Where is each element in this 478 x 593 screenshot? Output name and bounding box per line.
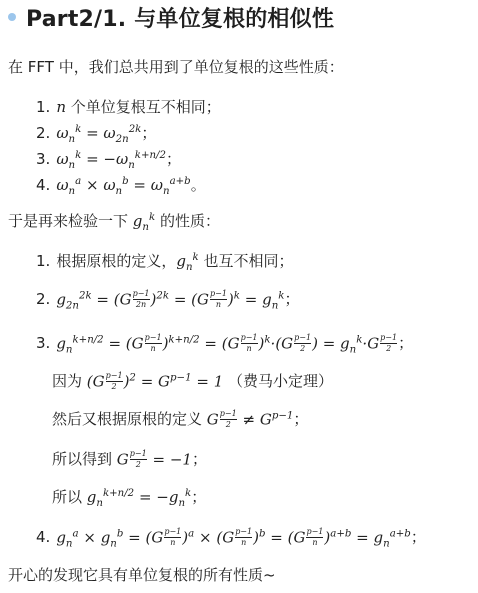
check-paragraph: 于是再来检验一下 $g_n^k$ 的性质：	[8, 212, 220, 233]
fermat-line: 因为 (G $\frac{p-1}{2}$ )$^2 = G^{p-1} = 1$ （费马小定理）	[52, 370, 334, 391]
outro-paragraph: 开心的发现它具有单位复根的所有性质~	[8, 566, 276, 584]
bullet-icon	[8, 13, 16, 21]
omega-property-2: 2. $\omega_n^k = \omega_{2n}^{2k}$ ；	[36, 124, 157, 145]
omega-formula-2: $\omega_n^k = \omega_{2n}^{2k}$	[56, 124, 142, 145]
section-title: Part2/1. 与单位复根的相似性	[26, 6, 335, 32]
omega-property-1: 1. n 个单位复根互不相同；	[36, 98, 221, 116]
g-property-2: 2. $g_{2n}^{2k} = (G$ $\frac{p-1}{2n}$ )$^{2k}$ = (G $\frac{p-1}{n}$ )$^k = g_n^k$ ；	[36, 288, 300, 311]
g-formula-4: $g_n^a \times g_n^b = (G$ $\frac{p-1}{n}$ )$^a$ × (G $\frac{p-1}{n}$ )$^b$ = (G $\frac{p-1}{n}$ )$^{a+b} = g_n^{a+b}$	[56, 526, 411, 549]
g-formula-2: $g_{2n}^{2k} = (G$ $\frac{p-1}{2n}$ )$^{2k}$ = (G $\frac{p-1}{n}$ )$^k = g_n^k$	[56, 288, 285, 311]
result-line: 所以得到 G $\frac{p-1}{2}$ = −1 ；	[52, 448, 207, 469]
g-formula-3: $g_n^{k+n/2} = (G$ $\frac{p-1}{n}$ )$^{k+n/2}$ = (G $\frac{p-1}{n}$ )$^k$·(G $\frac{p-1}{2}$ ) = $g_n^k\cdot G$ $\frac{p-1}{2}$	[56, 332, 398, 355]
omega-formula-3: $\omega_n^k = -\omega_n^{k+n/2}$	[56, 150, 166, 171]
omega-property-4: 4. $\omega_n^a \times \omega_n^b = \omega_n^{a+b}$ 。	[36, 176, 206, 197]
g-property-1: 1. 根据原根的定义， $g_n^k$ 也互不相同；	[36, 252, 294, 273]
intro-paragraph: 在 FFT 中，我们总共用到了单位复根的这些性质：	[8, 58, 344, 76]
omega-formula-4: $\omega_n^a \times \omega_n^b = \omega_n^{a+b}$	[56, 176, 191, 197]
g-property-4: 4. $g_n^a \times g_n^b = (G$ $\frac{p-1}{n}$ )$^a$ × (G $\frac{p-1}{n}$ )$^b$ = (G $\frac{p-1}{n}$ )$^{a+b} = g_n^{a+b}$ ；	[36, 526, 426, 549]
section-heading	[8, 2, 334, 32]
omega-property-3: 3. $\omega_n^k = -\omega_n^{k+n/2}$ ；	[36, 150, 181, 171]
conclusion-line: 所以 $g_n^{k+n/2} = -g_n^k$ ；	[52, 488, 207, 509]
g-property-3: 3. $g_n^{k+n/2} = (G$ $\frac{p-1}{n}$ )$^{k+n/2}$ = (G $\frac{p-1}{n}$ )$^k$·(G $\frac{p-1}{2}$ ) = $g_n^k\cdot G$ $\frac{p-1}{2}$ ；	[36, 332, 414, 355]
primitive-root-line: 然后又根据原根的定义 G $\frac{p-1}{2}$ ≠ $G^{p-1}$ ；	[52, 408, 309, 429]
